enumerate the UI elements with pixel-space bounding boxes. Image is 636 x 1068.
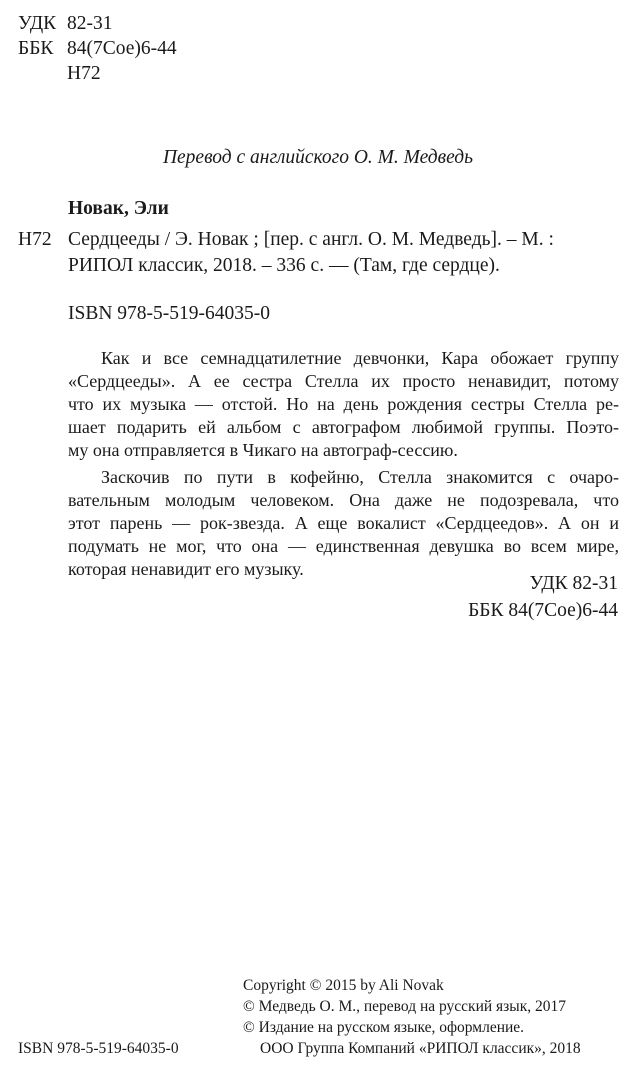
isbn: ISBN 978-5-519-64035-0 bbox=[68, 303, 271, 324]
author-mark-row bbox=[18, 61, 177, 86]
author-mark: Н72 bbox=[67, 63, 101, 84]
annotation-paragraph-2 bbox=[68, 466, 619, 581]
annotation-line: шает подарить ей альбом с автографом любимой группы. Поэто- bbox=[68, 417, 619, 437]
bibliographic-line-1: Сердцееды / Э. Новак ; [пер. с англ. О. М. Медведь]. – М. : bbox=[68, 229, 554, 250]
annotation-line: му она отправляется в Чикаго на автограф-сессию. bbox=[68, 440, 458, 460]
annotation-line: «Сердцееды». А ее сестра Стелла их просто ненавидит, потому bbox=[68, 371, 619, 391]
isbn-bottom: ISBN 978-5-519-64035-0 bbox=[18, 1040, 179, 1057]
annotation-line: подумать не мог, что она — единственная девушка во всем мире, bbox=[68, 536, 619, 556]
author-code: Н72 bbox=[18, 229, 52, 250]
bibliographic-line-2: РИПОЛ классик, 2018. – 336 с. — (Там, где сердце). bbox=[68, 255, 500, 276]
copyright-line-1: Copyright © 2015 by Ali Novak bbox=[243, 977, 444, 994]
author-heading: Новак, Эли bbox=[68, 198, 169, 219]
annotation-paragraph-1 bbox=[68, 347, 619, 462]
annotation-line: Как и все семнадцатилетние девчонки, Кара обожает группу bbox=[101, 348, 619, 368]
bbk-value: 84(7Сое)6-44 bbox=[67, 38, 177, 59]
annotation-line: что их музыка — отстой. Но на день рождения сестры Стелла ре- bbox=[68, 394, 619, 414]
bbk-bottom: ББК 84(7Сое)6-44 bbox=[468, 600, 618, 621]
annotation-line: Заскочив по пути в кофейню, Стелла знакомится с очаро- bbox=[101, 467, 619, 487]
bbk-label: ББК bbox=[18, 38, 54, 59]
annotation-line: вательным молодым человеком. Она даже не подозревала, что bbox=[68, 490, 619, 510]
udk-row bbox=[18, 11, 177, 36]
classification-block bbox=[18, 11, 177, 86]
copyright-line-2: © Медведь О. М., перевод на русский язык, 2017 bbox=[243, 998, 567, 1015]
udk-value: 82-31 bbox=[67, 13, 113, 34]
annotation-line: этот парень — рок-звезда. А еще вокалист «Сердцеедов». А он и bbox=[68, 513, 619, 533]
translation-note: Перевод с английского О. М. Медведь bbox=[162, 147, 474, 168]
bbk-row bbox=[18, 36, 177, 61]
copyright-line-3: © Издание на русском языке, оформление. bbox=[243, 1019, 525, 1036]
udk-label: УДК bbox=[18, 13, 57, 34]
copyright-line-4: ООО Группа Компаний «РИПОЛ классик», 2018 bbox=[260, 1040, 581, 1057]
udk-bottom: УДК 82-31 bbox=[529, 573, 618, 594]
annotation-line: которая ненавидит его музыку. bbox=[68, 559, 304, 579]
